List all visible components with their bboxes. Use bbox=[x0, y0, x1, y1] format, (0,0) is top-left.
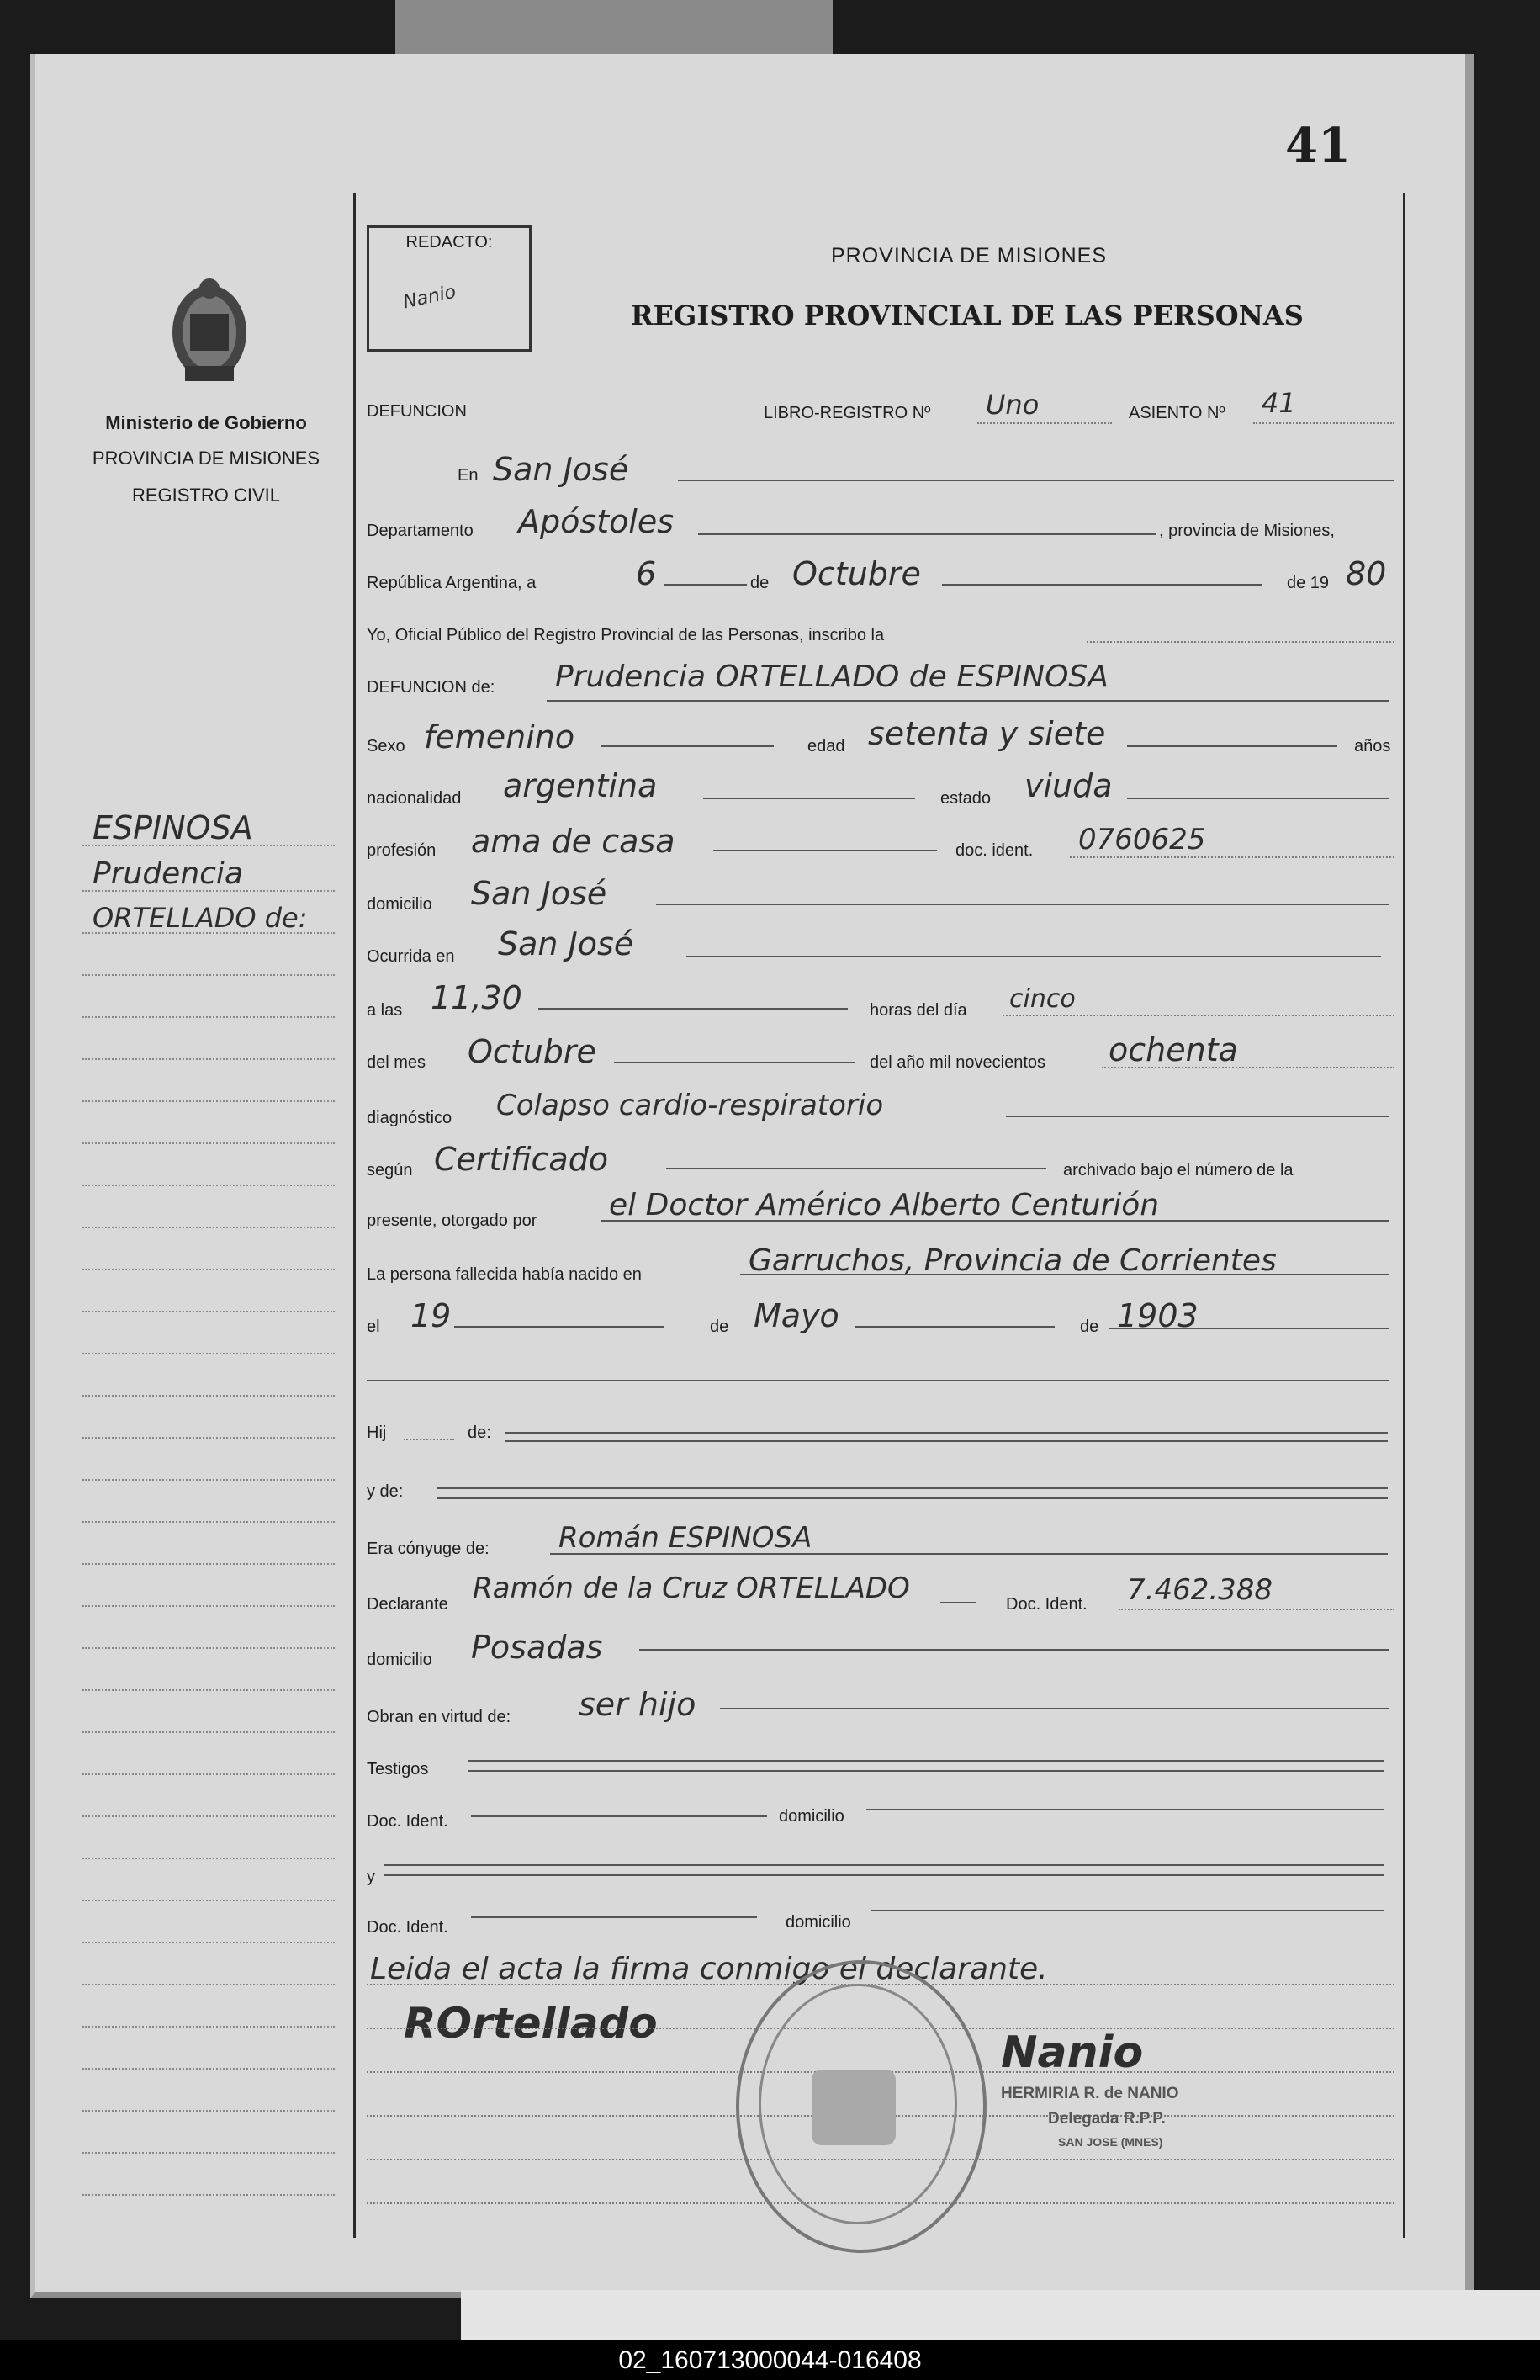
defuncion-label: DEFUNCION de: bbox=[367, 678, 495, 697]
bottom-strip bbox=[461, 2290, 1540, 2340]
departamento-line bbox=[698, 533, 1156, 535]
closing-text: Leida el acta la firma conmigo el declarante. bbox=[370, 1952, 1048, 1986]
hij-line bbox=[505, 1432, 1388, 1434]
hij-de-label: de: bbox=[468, 1423, 491, 1442]
domicilio-b-line bbox=[871, 1910, 1384, 1911]
de3-label: de bbox=[1080, 1317, 1099, 1336]
presente-line bbox=[601, 1220, 1389, 1222]
oficial-dots bbox=[1087, 641, 1394, 643]
record-type: DEFUNCION bbox=[367, 402, 467, 421]
delano-label: del año mil novecientos bbox=[870, 1053, 1046, 1072]
edad-label: edad bbox=[807, 737, 845, 755]
segun-value: Certificado bbox=[434, 1141, 609, 1178]
profesion-value: ama de casa bbox=[471, 823, 675, 860]
registry-label: REGISTRO CIVIL bbox=[131, 485, 281, 506]
hij-dots bbox=[404, 1439, 454, 1440]
declarante-line bbox=[940, 1602, 976, 1603]
yde-line bbox=[437, 1487, 1388, 1489]
sexo-label: Sexo bbox=[367, 737, 405, 755]
estado-label: estado bbox=[940, 789, 992, 808]
ministry-label: Ministerio de Gobierno bbox=[105, 412, 307, 433]
domicilio2-label: domicilio bbox=[367, 1651, 432, 1669]
declarante-label: Declarante bbox=[367, 1595, 448, 1614]
edad-line bbox=[1127, 745, 1337, 747]
en-line bbox=[678, 480, 1394, 481]
delano-value: ochenta bbox=[1109, 1031, 1238, 1068]
libro-label: LIBRO-REGISTRO Nº bbox=[764, 404, 931, 422]
redacto-value: Nanio bbox=[401, 281, 458, 314]
header-title: REGISTRO PROVINCIAL DE LAS PERSONAS bbox=[631, 299, 1304, 331]
estado-value: viuda bbox=[1024, 767, 1113, 804]
presente-value: el Doctor Américo Alberto Centurión bbox=[609, 1188, 1160, 1222]
anos-label: años bbox=[1354, 737, 1391, 755]
dia-value: 6 bbox=[636, 555, 657, 592]
docident-b-line bbox=[471, 1916, 757, 1918]
sexo-line bbox=[601, 745, 774, 747]
redacto-label: REDACTO: bbox=[405, 233, 493, 252]
doc-dots bbox=[1070, 856, 1394, 858]
diagnostico-label: diagnóstico bbox=[367, 1109, 452, 1127]
oficial-text: Yo, Oficial Público del Registro Provincial de las Personas, inscribo la bbox=[367, 626, 885, 644]
hij-label: Hij bbox=[367, 1423, 387, 1442]
el-label: el bbox=[367, 1317, 380, 1336]
mes-value: Octubre bbox=[792, 555, 921, 592]
dia-line bbox=[664, 584, 747, 586]
obran-line bbox=[720, 1708, 1389, 1709]
libro-value: Uno bbox=[986, 389, 1040, 421]
domicilio-a-label: domicilio bbox=[779, 1807, 844, 1826]
page-number: 41 bbox=[1285, 118, 1351, 173]
domicilio-line bbox=[656, 904, 1389, 905]
el-line bbox=[454, 1326, 664, 1328]
margin-name: Prudencia bbox=[93, 856, 243, 891]
alas-line bbox=[538, 1008, 848, 1010]
sexo-value: femenino bbox=[424, 718, 575, 755]
horas-label: horas del día bbox=[870, 1001, 967, 1020]
extra-line bbox=[367, 1380, 1389, 1381]
yde-line-2 bbox=[437, 1497, 1388, 1499]
de3-line bbox=[1109, 1328, 1389, 1329]
domicilio-b-label: domicilio bbox=[786, 1913, 851, 1932]
declarante-signature: ROrtellado bbox=[404, 1999, 658, 2048]
doc2-value: 7.462.388 bbox=[1127, 1573, 1273, 1607]
conyuge-value: Román ESPINOSA bbox=[558, 1521, 812, 1555]
nacionalidad-line bbox=[703, 798, 915, 799]
horas-value: cinco bbox=[1009, 984, 1076, 1014]
delmes-value: Octubre bbox=[468, 1033, 596, 1070]
testigos-line bbox=[468, 1760, 1384, 1762]
alas-value: 11,30 bbox=[431, 979, 522, 1016]
el-value: 19 bbox=[410, 1297, 452, 1334]
image-caption: 02_160713000044-016408 bbox=[0, 2340, 1540, 2380]
ocurrida-line bbox=[686, 956, 1381, 957]
de3-value: 1903 bbox=[1117, 1297, 1199, 1334]
libro-dots bbox=[977, 422, 1112, 424]
horas-dots bbox=[1003, 1015, 1394, 1016]
segun-label: según bbox=[367, 1161, 413, 1179]
testigos-line-2 bbox=[468, 1770, 1384, 1772]
yde-label: y de: bbox=[367, 1482, 404, 1501]
departamento-value: Apóstoles bbox=[518, 503, 675, 540]
asiento-label: ASIENTO Nº bbox=[1129, 404, 1225, 422]
docident-a-label: Doc. Ident. bbox=[367, 1812, 448, 1831]
doc-label: doc. ident. bbox=[955, 841, 1034, 860]
de19-label: de 19 bbox=[1287, 574, 1330, 592]
de2-label: de bbox=[710, 1317, 729, 1336]
docident-b-label: Doc. Ident. bbox=[367, 1918, 448, 1937]
y-label: y bbox=[367, 1868, 375, 1886]
obran-label: Obran en virtud de: bbox=[367, 1708, 511, 1726]
ocurrida-value: San José bbox=[498, 925, 634, 962]
archivado-label: archivado bajo el número de la bbox=[1063, 1161, 1294, 1179]
right-rule bbox=[1403, 193, 1405, 2238]
province-label: PROVINCIA DE MISIONES bbox=[92, 448, 320, 469]
defuncion-line bbox=[547, 700, 1389, 702]
declarante-value: Ramón de la Cruz ORTELLADO bbox=[473, 1572, 910, 1605]
conyuge-line bbox=[550, 1553, 1388, 1555]
domicilio-label: domicilio bbox=[367, 895, 432, 914]
defuncion-value: Prudencia ORTELLADO de ESPINOSA bbox=[555, 660, 1109, 694]
doc2-dots bbox=[1119, 1609, 1394, 1610]
hij-line-2 bbox=[505, 1440, 1388, 1442]
margin-second: ORTELLADO de: bbox=[93, 902, 308, 934]
obran-value: ser hijo bbox=[579, 1686, 696, 1723]
asiento-dots bbox=[1253, 422, 1394, 424]
domicilio-a-line bbox=[866, 1809, 1384, 1810]
delano-dots bbox=[1102, 1067, 1394, 1068]
nacionalidad-value: argentina bbox=[503, 767, 658, 804]
departamento-label: Departamento bbox=[367, 522, 474, 540]
coat-of-arms-icon bbox=[160, 273, 259, 390]
nacido-label: La persona fallecida había nacido en bbox=[367, 1265, 642, 1284]
nacido-value: Garruchos, Provincia de Corrientes bbox=[749, 1243, 1277, 1278]
profesion-line bbox=[713, 850, 937, 851]
official-name: HERMIRIA R. de NANIO bbox=[1001, 2085, 1179, 2102]
doc2-label: Doc. Ident. bbox=[1006, 1595, 1088, 1614]
asiento-value: 41 bbox=[1262, 387, 1296, 419]
mes-line bbox=[942, 584, 1262, 586]
y-line-2 bbox=[384, 1864, 1384, 1866]
edad-value: setenta y siete bbox=[868, 715, 1106, 752]
conyuge-label: Era cónyuge de: bbox=[367, 1540, 490, 1558]
nacionalidad-label: nacionalidad bbox=[367, 789, 462, 808]
stamp-center bbox=[812, 2070, 896, 2145]
domicilio2-value: Posadas bbox=[471, 1629, 603, 1666]
diagnostico-line bbox=[1006, 1116, 1389, 1117]
profesion-label: profesión bbox=[367, 841, 437, 860]
estado-line bbox=[1127, 798, 1389, 799]
ocurrida-label: Ocurrida en bbox=[367, 947, 455, 966]
alas-label: a las bbox=[367, 1001, 403, 1020]
official-signature: Nanio bbox=[1001, 2028, 1144, 2078]
domicilio-value: San José bbox=[471, 875, 607, 912]
delmes-label: del mes bbox=[367, 1053, 426, 1072]
official-place: SAN JOSE (MNES) bbox=[1058, 2135, 1163, 2149]
margin-surname: ESPINOSA bbox=[93, 809, 253, 846]
en-label: En bbox=[458, 466, 479, 485]
republica-label: República Argentina, a bbox=[367, 574, 537, 592]
anio-value: 80 bbox=[1346, 555, 1387, 592]
presente-label: presente, otorgado por bbox=[367, 1211, 537, 1230]
provincia-label: , provincia de Misiones, bbox=[1159, 522, 1335, 540]
de2-line bbox=[855, 1326, 1055, 1328]
en-value: San José bbox=[493, 451, 629, 488]
diagnostico-value: Colapso cardio-respiratorio bbox=[496, 1089, 884, 1122]
docident-a-line bbox=[471, 1815, 767, 1817]
testigos-label: Testigos bbox=[367, 1760, 429, 1778]
header-province: PROVINCIA DE MISIONES bbox=[831, 244, 1108, 268]
redacto-box bbox=[367, 225, 532, 352]
delmes-line bbox=[614, 1062, 855, 1063]
y-line bbox=[384, 1874, 1384, 1876]
doc-value: 0760625 bbox=[1078, 823, 1206, 856]
nacido-line bbox=[740, 1274, 1389, 1275]
background-wood bbox=[395, 0, 833, 59]
domicilio2-line bbox=[639, 1649, 1389, 1651]
segun-line bbox=[666, 1168, 1046, 1169]
de2-value: Mayo bbox=[754, 1297, 839, 1334]
de-label: de bbox=[750, 574, 770, 592]
left-rule bbox=[353, 193, 356, 2238]
official-role: Delegada R.P.P. bbox=[1048, 2110, 1166, 2128]
